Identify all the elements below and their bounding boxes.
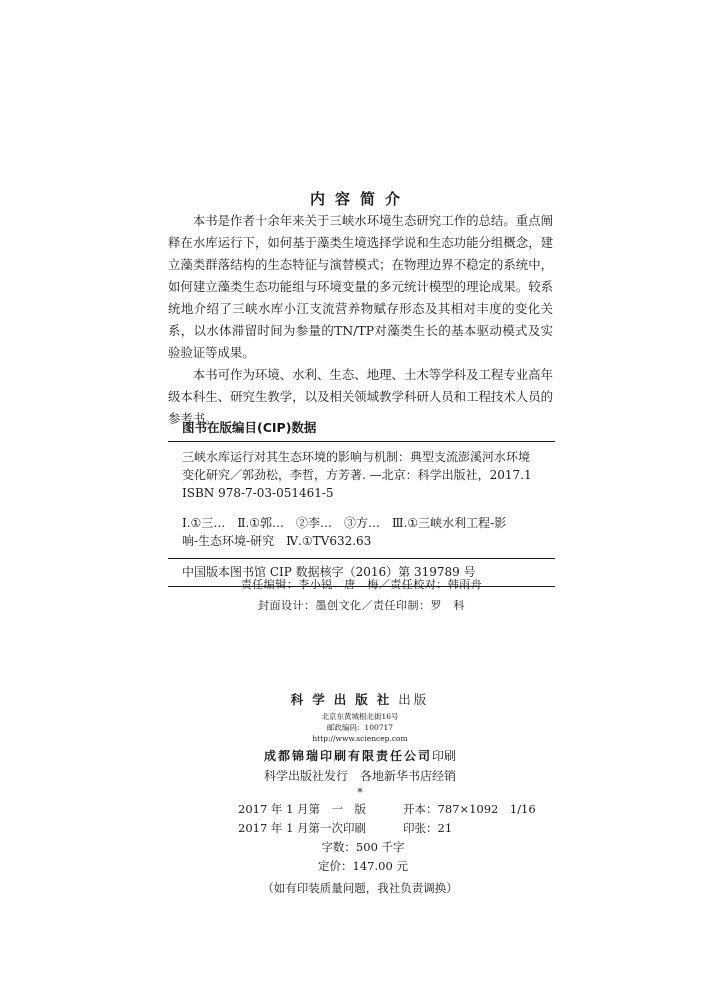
summary-section [168,210,553,430]
credits-block [168,574,555,616]
printer-suffix: 印刷 [432,749,457,763]
cip-body [168,442,555,550]
printer-line [0,746,720,766]
cip-block [168,419,555,587]
publisher-block [0,690,720,744]
first-printing: 2017 年 1 月第一次印刷 [238,821,367,835]
distribution-line: 科学出版社发行 各地新华书店经销 [263,769,456,783]
edition-row-1 [238,800,538,819]
publisher-postcode: 邮政编码：100717 [326,723,394,732]
cip-isbn: ISBN 978-7-03-051461-5 [182,486,334,500]
credits-line-2: 封面设计：墨创文化／责任印制：罗 科 [258,599,465,612]
book-format: 开本：787×1092 1/16 [403,802,536,816]
separator-star: * [357,786,363,799]
publisher-suffix: 出版 [398,692,430,707]
cip-line-1: 三峡水库运行对其生态环境的影响与机制：典型支流澎溪河水环境 [182,450,531,464]
publisher-name-line [0,690,720,708]
cip-classification-2: 响-生态环境-研究 Ⅳ.①TV632.63 [182,534,372,548]
publisher-name: 科学出版社 [290,692,399,707]
cip-line-2: 变化研究／郭劲松，李哲，方芳著. —北京：科学出版社，2017.1 [182,468,532,482]
cip-classification-1: Ⅰ.①三… Ⅱ.①郭… ②李… ③方… Ⅲ.①三峡水利工程-影 [182,516,507,530]
publisher-address: 北京东黄城根北街16号 [321,712,399,721]
edition-block [238,800,538,876]
summary-heading: 内容简介 [309,190,410,208]
publisher-url: http://www.sciencep.com [312,734,408,743]
quality-note: （如有印装质量问题，我社负责调换） [262,881,458,895]
word-count: 字数：500 千字 [321,840,405,854]
credits-line-1: 责任编辑：李小锐 唐 梅／责任校对：韩雨舟 [240,578,483,591]
printer-name: 成都锦瑞印刷有限责任公司 [263,749,432,763]
printer-block [0,746,720,800]
summary-paragraph-2: 本书可作为环境、水利、生态、地理、土木等学科及工程专业高年级本科生、研究生教学，以及相关领域教学科研人员和工程技术人员的参考书。 [168,367,553,426]
cip-record-number: 中国版本图书馆 CIP 数据核字（2016）第 319789 号 [168,558,555,587]
price: 定价：147.00 元 [318,859,408,873]
edition-row-2 [238,819,538,838]
first-edition: 2017 年 1 月第 一 版 [238,802,367,816]
printed-sheets: 印张：21 [403,821,453,835]
cip-title: 图书在版编目(CIP)数据 [168,419,555,442]
summary-paragraph-1: 本书是作者十余年来关于三峡水环境生态研究工作的总结。重点阐释在水库运行下，如何基于藻类生境选择学说和生态功能分组概念，建立藻类群落结构的生态特征与演替模式；在物理边界不稳定的系统中，如何建立藻类生态功能组与环境变量的多元统计模型的理论成果。较系统地介绍了三峡水库小江支流营养物赋存形态及其相对丰度的变化关系，以水体滞留时间为参量的TN/TP对藻类生长的基本驱动模式及实验验证等成果。 [168,213,553,360]
